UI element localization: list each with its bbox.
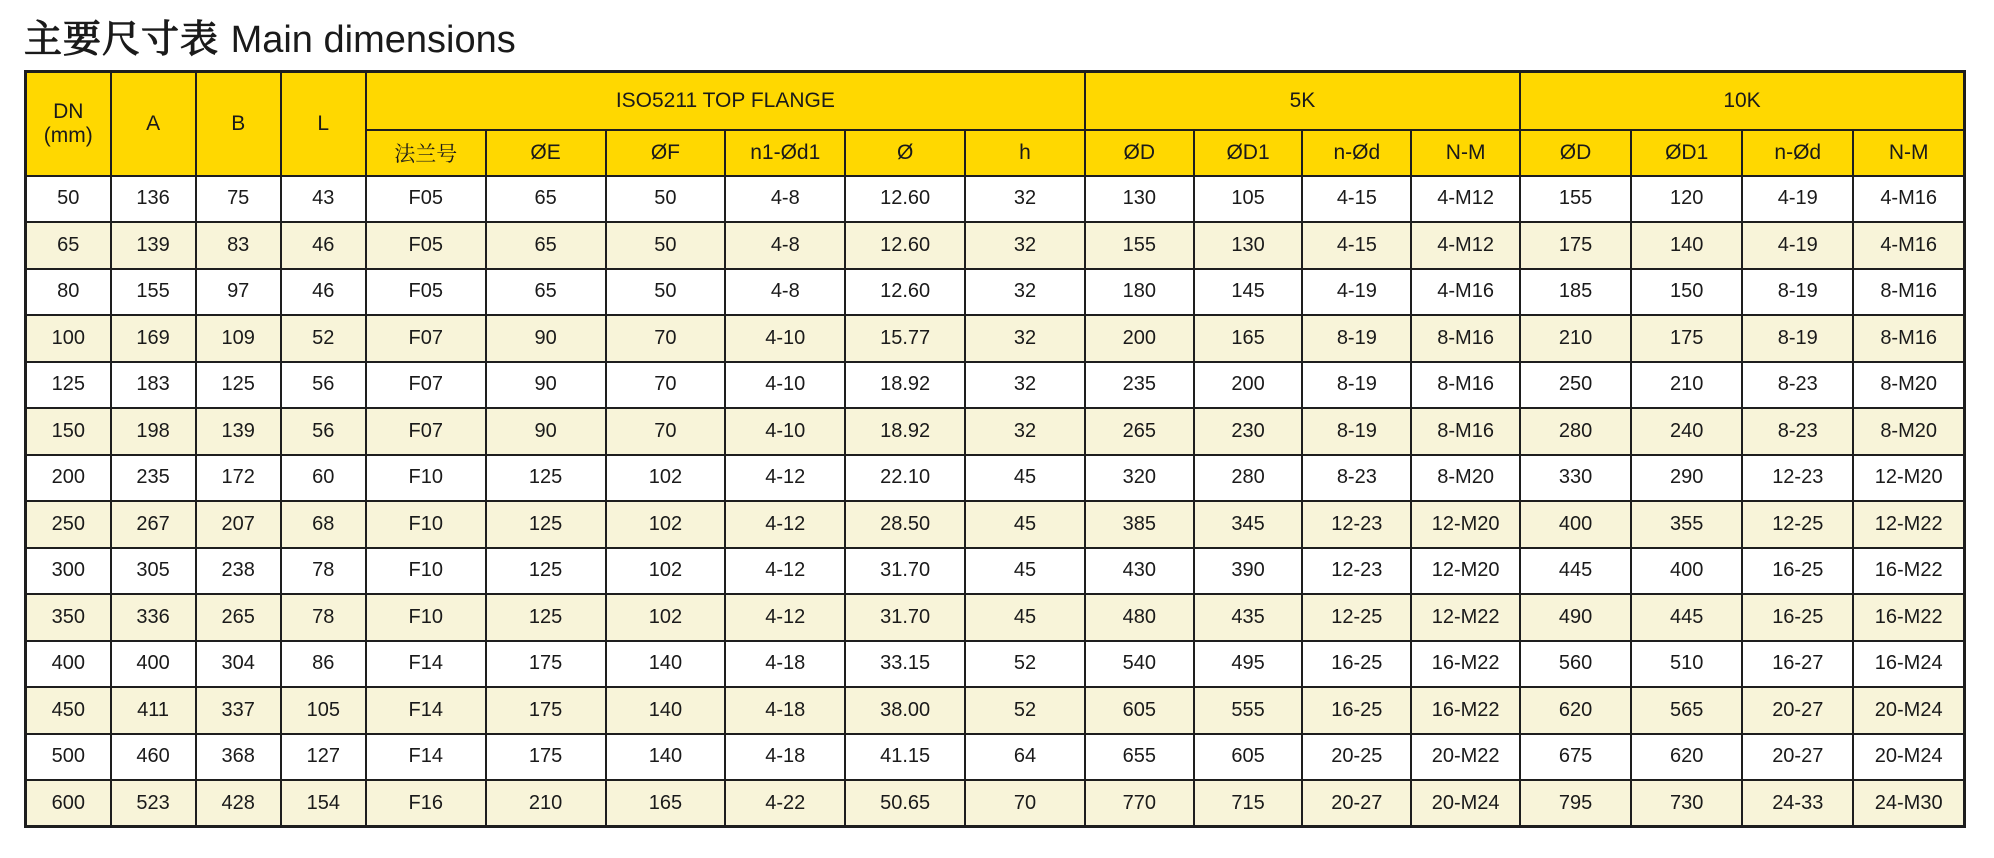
table-cell: 12.60	[845, 176, 965, 223]
col-header-dn-label: DN	[53, 99, 84, 123]
table-row	[26, 548, 1965, 595]
table-cell: 523	[111, 780, 196, 827]
table-cell: 16-M22	[1853, 594, 1964, 641]
table-cell: F05	[366, 269, 486, 316]
table-cell: 4-10	[725, 315, 845, 362]
table-cell: 33.15	[845, 641, 965, 688]
table-cell: 145	[1194, 269, 1303, 316]
table-cell: 8-23	[1302, 455, 1411, 502]
table-cell: 105	[1194, 176, 1303, 223]
table-cell: 140	[606, 734, 726, 781]
table-cell: 16-25	[1302, 687, 1411, 734]
table-cell: 16-27	[1742, 641, 1853, 688]
table-cell: 45	[965, 455, 1085, 502]
table-cell: 43	[281, 176, 366, 223]
table-cell: 655	[1085, 734, 1194, 781]
table-cell: 130	[1194, 222, 1303, 269]
table-cell: 18.92	[845, 408, 965, 455]
table-cell: 136	[111, 176, 196, 223]
page-title-en: Main dimensions	[230, 19, 516, 61]
table-cell: 78	[281, 594, 366, 641]
table-cell: 102	[606, 594, 726, 641]
table-cell: 175	[486, 734, 606, 781]
table-cell: 715	[1194, 780, 1303, 827]
table-cell: 50.65	[845, 780, 965, 827]
table-cell: 428	[196, 780, 281, 827]
table-cell: 4-18	[725, 687, 845, 734]
table-cell: 4-M16	[1411, 269, 1520, 316]
table-cell: 12.60	[845, 269, 965, 316]
table-cell: 210	[486, 780, 606, 827]
table-cell: 265	[196, 594, 281, 641]
table-cell: 336	[111, 594, 196, 641]
table-cell: 565	[1631, 687, 1742, 734]
col-header-l: L	[281, 72, 366, 176]
table-cell: F14	[366, 687, 486, 734]
table-cell: 4-15	[1302, 176, 1411, 223]
table-cell: 70	[606, 362, 726, 409]
table-cell: 65	[26, 222, 111, 269]
table-cell: 355	[1631, 501, 1742, 548]
table-cell: 16-M22	[1411, 687, 1520, 734]
table-cell: 31.70	[845, 594, 965, 641]
table-cell: 675	[1520, 734, 1631, 781]
table-cell: F14	[366, 734, 486, 781]
table-cell: 555	[1194, 687, 1303, 734]
table-cell: 90	[486, 362, 606, 409]
col-header-5k-od: ØD	[1085, 130, 1194, 176]
table-cell: 125	[486, 548, 606, 595]
table-cell: 175	[486, 687, 606, 734]
table-cell: 280	[1194, 455, 1303, 502]
table-cell: 4-18	[725, 641, 845, 688]
table-row	[26, 315, 1965, 362]
table-cell: 250	[26, 501, 111, 548]
page-title	[24, 8, 1994, 63]
table-row	[26, 455, 1965, 502]
table-cell: 605	[1085, 687, 1194, 734]
table-cell: 12.60	[845, 222, 965, 269]
table-cell: 12-M22	[1411, 594, 1520, 641]
table-cell: 8-19	[1302, 315, 1411, 362]
table-cell: 70	[965, 780, 1085, 827]
table-cell: 460	[111, 734, 196, 781]
table-cell: 12-23	[1302, 501, 1411, 548]
col-header-10k-od: ØD	[1520, 130, 1631, 176]
table-cell: F07	[366, 408, 486, 455]
table-cell: 150	[26, 408, 111, 455]
table-cell: 83	[196, 222, 281, 269]
table-cell: 16-25	[1742, 548, 1853, 595]
table-cell: 238	[196, 548, 281, 595]
table-cell: 300	[26, 548, 111, 595]
table-cell: 56	[281, 362, 366, 409]
table-cell: 45	[965, 548, 1085, 595]
table-cell: 345	[1194, 501, 1303, 548]
table-row	[26, 362, 1965, 409]
table-cell: 235	[1085, 362, 1194, 409]
table-cell: 4-18	[725, 734, 845, 781]
table-cell: F10	[366, 455, 486, 502]
table-cell: 120	[1631, 176, 1742, 223]
table-cell: 445	[1631, 594, 1742, 641]
table-cell: F07	[366, 362, 486, 409]
table-cell: 4-19	[1742, 176, 1853, 223]
table-cell: 20-27	[1742, 687, 1853, 734]
table-cell: 4-10	[725, 362, 845, 409]
table-cell: 50	[26, 176, 111, 223]
table-cell: 20-27	[1302, 780, 1411, 827]
table-cell: 265	[1085, 408, 1194, 455]
col-header-of: ØF	[606, 130, 726, 176]
table-cell: 172	[196, 455, 281, 502]
page-title-zh: 主要尺寸表	[24, 19, 220, 61]
table-cell: 105	[281, 687, 366, 734]
table-cell: 140	[606, 687, 726, 734]
table-cell: 140	[1631, 222, 1742, 269]
table-cell: F10	[366, 548, 486, 595]
table-cell: 165	[1194, 315, 1303, 362]
table-cell: 795	[1520, 780, 1631, 827]
table-cell: 8-23	[1742, 408, 1853, 455]
table-cell: 18.92	[845, 362, 965, 409]
table-cell: 169	[111, 315, 196, 362]
table-cell: 4-22	[725, 780, 845, 827]
table-row	[26, 687, 1965, 734]
table-cell: 50	[606, 222, 726, 269]
table-cell: 75	[196, 176, 281, 223]
table-cell: 4-M16	[1853, 176, 1964, 223]
table-cell: 12-25	[1742, 501, 1853, 548]
col-header-dn	[26, 72, 111, 176]
table-cell: 620	[1631, 734, 1742, 781]
table-cell: 175	[1631, 315, 1742, 362]
table-cell: 102	[606, 548, 726, 595]
table-cell: 109	[196, 315, 281, 362]
table-cell: 8-M16	[1411, 315, 1520, 362]
group-header-10k: 10K	[1520, 72, 1965, 130]
table-cell: 20-M22	[1411, 734, 1520, 781]
col-header-dn-unit: (mm)	[43, 123, 93, 147]
table-cell: 125	[486, 501, 606, 548]
table-cell: 45	[965, 501, 1085, 548]
table-cell: 78	[281, 548, 366, 595]
table-cell: 16-25	[1302, 641, 1411, 688]
table-cell: 165	[606, 780, 726, 827]
table-cell: 600	[26, 780, 111, 827]
col-header-a: A	[111, 72, 196, 176]
table-cell: 60	[281, 455, 366, 502]
table-cell: 16-M22	[1853, 548, 1964, 595]
table-cell: 490	[1520, 594, 1631, 641]
table-cell: 46	[281, 222, 366, 269]
table-cell: 16-M22	[1411, 641, 1520, 688]
table-cell: 32	[965, 362, 1085, 409]
table-cell: 125	[26, 362, 111, 409]
table-cell: 65	[486, 176, 606, 223]
table-cell: 31.70	[845, 548, 965, 595]
col-header-n1-od1: n1-Ød1	[725, 130, 845, 176]
table-cell: 12-M22	[1853, 501, 1964, 548]
table-cell: 46	[281, 269, 366, 316]
table-cell: 12-M20	[1411, 501, 1520, 548]
table-cell: 200	[1194, 362, 1303, 409]
table-cell: 183	[111, 362, 196, 409]
table-cell: 155	[111, 269, 196, 316]
table-head	[26, 72, 1965, 176]
table-cell: 8-19	[1742, 315, 1853, 362]
table-cell: F05	[366, 176, 486, 223]
table-cell: 540	[1085, 641, 1194, 688]
table-cell: 8-19	[1302, 408, 1411, 455]
table-row	[26, 222, 1965, 269]
table-cell: 200	[26, 455, 111, 502]
table-cell: 8-M16	[1411, 408, 1520, 455]
table-cell: 16-25	[1742, 594, 1853, 641]
table-row	[26, 780, 1965, 827]
table-cell: 155	[1520, 176, 1631, 223]
table-cell: 210	[1520, 315, 1631, 362]
table-cell: 20-M24	[1853, 687, 1964, 734]
table-cell: 185	[1520, 269, 1631, 316]
table-cell: 22.10	[845, 455, 965, 502]
col-header-flange-no: 法兰号	[366, 130, 486, 176]
table-cell: 350	[26, 594, 111, 641]
col-header-5k-od1: ØD1	[1194, 130, 1303, 176]
table-cell: 495	[1194, 641, 1303, 688]
col-header-10k-od1: ØD1	[1631, 130, 1742, 176]
table-cell: 12-23	[1302, 548, 1411, 595]
table-cell: 4-12	[725, 548, 845, 595]
table-cell: 267	[111, 501, 196, 548]
table-cell: 125	[486, 455, 606, 502]
table-cell: 175	[486, 641, 606, 688]
col-header-b: B	[196, 72, 281, 176]
table-cell: 337	[196, 687, 281, 734]
table-row	[26, 501, 1965, 548]
table-row	[26, 408, 1965, 455]
table-cell: 411	[111, 687, 196, 734]
table-cell: 32	[965, 269, 1085, 316]
table-cell: 97	[196, 269, 281, 316]
table-cell: 770	[1085, 780, 1194, 827]
col-header-5k-n-od: n-Ød	[1302, 130, 1411, 176]
table-cell: 480	[1085, 594, 1194, 641]
table-cell: 52	[965, 687, 1085, 734]
col-header-10k-n-od: n-Ød	[1742, 130, 1853, 176]
table-cell: 64	[965, 734, 1085, 781]
table-cell: F10	[366, 594, 486, 641]
table-cell: 430	[1085, 548, 1194, 595]
table-cell: 102	[606, 455, 726, 502]
table-cell: 50	[606, 269, 726, 316]
table-cell: 32	[965, 408, 1085, 455]
table-cell: 4-12	[725, 455, 845, 502]
table-cell: 4-8	[725, 176, 845, 223]
table-cell: 8-19	[1742, 269, 1853, 316]
table-cell: 20-27	[1742, 734, 1853, 781]
table-cell: 12-M20	[1411, 548, 1520, 595]
table-cell: F16	[366, 780, 486, 827]
table-cell: F05	[366, 222, 486, 269]
table-row	[26, 734, 1965, 781]
table-cell: 8-M16	[1853, 269, 1964, 316]
table-cell: 304	[196, 641, 281, 688]
table-cell: 90	[486, 315, 606, 362]
table-cell: 100	[26, 315, 111, 362]
table-cell: 15.77	[845, 315, 965, 362]
table-cell: 560	[1520, 641, 1631, 688]
col-header-h: h	[965, 130, 1085, 176]
table-cell: 32	[965, 222, 1085, 269]
table-cell: 8-23	[1742, 362, 1853, 409]
table-cell: 400	[1631, 548, 1742, 595]
table-cell: 4-M12	[1411, 222, 1520, 269]
table-cell: 12-25	[1302, 594, 1411, 641]
table-cell: 150	[1631, 269, 1742, 316]
table-cell: 4-19	[1302, 269, 1411, 316]
table-cell: 41.15	[845, 734, 965, 781]
table-cell: 154	[281, 780, 366, 827]
group-header-5k: 5K	[1085, 72, 1520, 130]
table-cell: 125	[196, 362, 281, 409]
table-cell: 8-19	[1302, 362, 1411, 409]
table-cell: 4-10	[725, 408, 845, 455]
table-cell: 400	[26, 641, 111, 688]
table-cell: 45	[965, 594, 1085, 641]
table-cell: 65	[486, 269, 606, 316]
table-cell: 4-19	[1742, 222, 1853, 269]
table-cell: 445	[1520, 548, 1631, 595]
table-cell: 230	[1194, 408, 1303, 455]
table-cell: 125	[486, 594, 606, 641]
table-cell: 4-12	[725, 501, 845, 548]
table-cell: 65	[486, 222, 606, 269]
col-header-oe: ØE	[486, 130, 606, 176]
table-cell: 235	[111, 455, 196, 502]
table-cell: 56	[281, 408, 366, 455]
table-cell: 280	[1520, 408, 1631, 455]
table-cell: 180	[1085, 269, 1194, 316]
table-cell: 80	[26, 269, 111, 316]
table-cell: 290	[1631, 455, 1742, 502]
table-cell: 130	[1085, 176, 1194, 223]
col-header-10k-n-m: N-M	[1853, 130, 1964, 176]
table-cell: 435	[1194, 594, 1303, 641]
table-row	[26, 269, 1965, 316]
table-cell: 12-M20	[1853, 455, 1964, 502]
table-cell: 730	[1631, 780, 1742, 827]
table-cell: 24-33	[1742, 780, 1853, 827]
table-cell: 605	[1194, 734, 1303, 781]
table-cell: 86	[281, 641, 366, 688]
table-cell: 155	[1085, 222, 1194, 269]
main-dimensions-table	[24, 70, 1966, 828]
table-cell: 8-M16	[1411, 362, 1520, 409]
table-cell: 139	[111, 222, 196, 269]
col-header-o: Ø	[845, 130, 965, 176]
table-cell: 20-25	[1302, 734, 1411, 781]
table-cell: 52	[281, 315, 366, 362]
table-cell: 320	[1085, 455, 1194, 502]
table-cell: 8-M20	[1853, 362, 1964, 409]
table-cell: 52	[965, 641, 1085, 688]
table-cell: 500	[26, 734, 111, 781]
table-cell: 8-M16	[1853, 315, 1964, 362]
table-cell: 139	[196, 408, 281, 455]
table-row	[26, 641, 1965, 688]
table-cell: 20-M24	[1411, 780, 1520, 827]
table-cell: 4-12	[725, 594, 845, 641]
table-cell: 70	[606, 315, 726, 362]
table-cell: 198	[111, 408, 196, 455]
table-cell: 28.50	[845, 501, 965, 548]
table-cell: 400	[111, 641, 196, 688]
table-cell: 4-M12	[1411, 176, 1520, 223]
table-cell: 38.00	[845, 687, 965, 734]
table-cell: 330	[1520, 455, 1631, 502]
col-header-5k-n-m: N-M	[1411, 130, 1520, 176]
table-cell: 4-8	[725, 222, 845, 269]
table-cell: 620	[1520, 687, 1631, 734]
table-cell: 24-M30	[1853, 780, 1964, 827]
table-row	[26, 176, 1965, 223]
table-cell: 32	[965, 176, 1085, 223]
group-header-iso5211: ISO5211 TOP FLANGE	[366, 72, 1085, 130]
table-cell: 102	[606, 501, 726, 548]
table-cell: 140	[606, 641, 726, 688]
table-cell: 8-M20	[1411, 455, 1520, 502]
table-cell: F07	[366, 315, 486, 362]
table-cell: 210	[1631, 362, 1742, 409]
table-cell: 390	[1194, 548, 1303, 595]
table-cell: 70	[606, 408, 726, 455]
table-cell: 20-M24	[1853, 734, 1964, 781]
table-cell: 68	[281, 501, 366, 548]
table-cell: 240	[1631, 408, 1742, 455]
table-cell: 12-23	[1742, 455, 1853, 502]
table-cell: 127	[281, 734, 366, 781]
table-cell: 32	[965, 315, 1085, 362]
table-cell: 4-8	[725, 269, 845, 316]
table-cell: 385	[1085, 501, 1194, 548]
table-cell: 175	[1520, 222, 1631, 269]
table-cell: 4-15	[1302, 222, 1411, 269]
table-cell: 8-M20	[1853, 408, 1964, 455]
table-cell: 90	[486, 408, 606, 455]
table-cell: 50	[606, 176, 726, 223]
table-cell: 450	[26, 687, 111, 734]
table-cell: 207	[196, 501, 281, 548]
table-row	[26, 594, 1965, 641]
table-cell: 305	[111, 548, 196, 595]
table-cell: 200	[1085, 315, 1194, 362]
table-cell: 4-M16	[1853, 222, 1964, 269]
table-cell: 250	[1520, 362, 1631, 409]
table-body	[26, 176, 1965, 827]
table-cell: 368	[196, 734, 281, 781]
table-cell: 400	[1520, 501, 1631, 548]
table-cell: 16-M24	[1853, 641, 1964, 688]
table-cell: F10	[366, 501, 486, 548]
table-cell: 510	[1631, 641, 1742, 688]
table-cell: F14	[366, 641, 486, 688]
